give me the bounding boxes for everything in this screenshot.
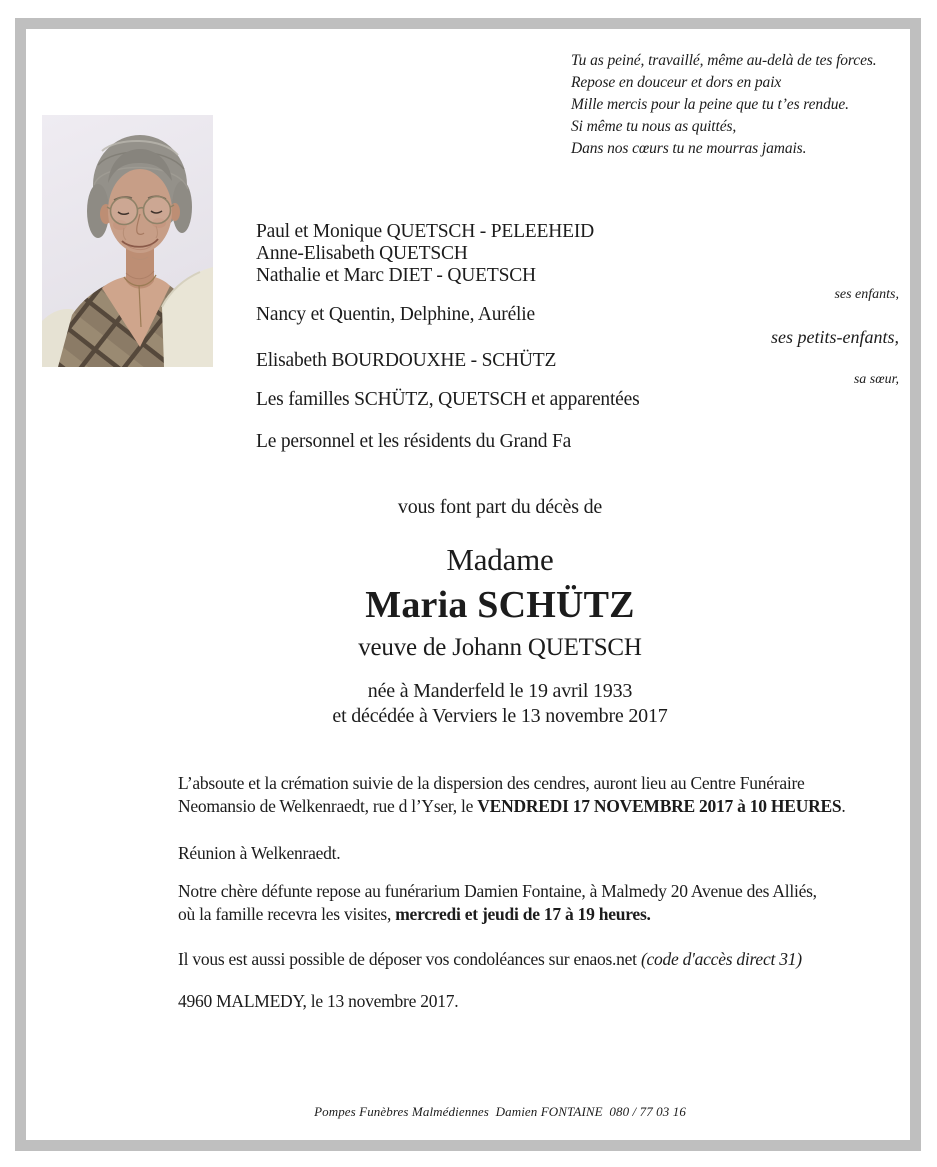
death-line: et décédée à Verviers le 13 novembre 2017: [332, 705, 668, 727]
funeral-home-footer: Pompes Funèbres Malmédiennes Damien FONTAINE 080 / 77 03 16: [314, 1104, 686, 1119]
ceremony-datetime: VENDREDI 17 NOVEMBRE 2017 à 10 HEURES: [477, 795, 842, 816]
relation-label-sister: sa sœur,: [853, 372, 899, 387]
announcement-intro: vous font part du décès de: [397, 496, 603, 518]
poem-line: Dans nos cœurs tu ne mourras jamais.: [571, 140, 807, 157]
family-line-sister: Elisabeth BOURDOUXHE - SCHÜTZ: [256, 350, 557, 371]
poem-line: Repose en douceur et dors en paix: [571, 74, 782, 91]
condolences-access-code: (code d'accès direct 31): [640, 949, 802, 969]
ceremony-line-2: [178, 795, 846, 818]
poem-line: Tu as peiné, travaillé, même au-delà de tes forces.: [571, 52, 877, 69]
ceremony-line-2-end: .: [841, 795, 846, 816]
deceased-title: Madame: [446, 542, 554, 577]
widow-line: veuve de Johann QUETSCH: [358, 634, 642, 661]
ceremony-paragraph: [178, 772, 846, 817]
visitation-paragraph: [178, 880, 817, 925]
ceremony-line-1: L’absoute et la crémation suivie de la dispersion des cendres, auront lieu au Centre Funéraire: [178, 773, 805, 793]
relation-label-grandchildren: ses petits-enfants,: [771, 327, 899, 347]
condolences-line: [178, 948, 802, 971]
visitation-line-2: [178, 903, 817, 926]
ceremony-line-2-text: Neomansio de Welkenraedt, rue d l’Yser, le: [178, 795, 478, 816]
visitation-line-1: Notre chère défunte repose au funérarium Damien Fontaine, à Malmedy 20 Avenue des Alliés,: [178, 881, 817, 901]
visitation-hours: mercredi et jeudi de 17 à 19 heures.: [395, 903, 651, 924]
family-line-child-2: Anne-Elisabeth QUETSCH: [256, 243, 468, 264]
poem-line: Si même tu nous as quittés,: [571, 118, 737, 135]
portrait-illustration: [42, 115, 213, 367]
visitation-line-2-text: où la famille recevra les visites,: [178, 903, 396, 924]
condolences-text: Il vous est aussi possible de déposer vos condoléances sur enaos.net: [178, 949, 641, 969]
family-line-child-3: Nathalie et Marc DIET - QUETSCH: [256, 265, 536, 286]
deceased-name: Maria SCHÜTZ: [365, 584, 635, 626]
city-date-line: 4960 MALMEDY, le 13 novembre 2017.: [178, 991, 459, 1011]
family-line-families: Les familles SCHÜTZ, QUETSCH et apparentées: [256, 389, 640, 410]
relation-label-children: ses enfants,: [834, 287, 899, 302]
portrait-photo: [42, 115, 213, 367]
family-line-staff: Le personnel et les résidents du Grand Fa: [256, 431, 572, 452]
reunion-line: Réunion à Welkenraedt.: [178, 843, 341, 863]
family-line-child-1: Paul et Monique QUETSCH - PELEEHEID: [256, 221, 595, 242]
birth-line: née à Manderfeld le 19 avril 1933: [367, 680, 633, 702]
poem: [571, 50, 877, 160]
poem-line: Mille mercis pour la peine que tu t’es rendue.: [571, 96, 849, 113]
family-line-grandchildren: Nancy et Quentin, Delphine, Aurélie: [256, 304, 535, 325]
